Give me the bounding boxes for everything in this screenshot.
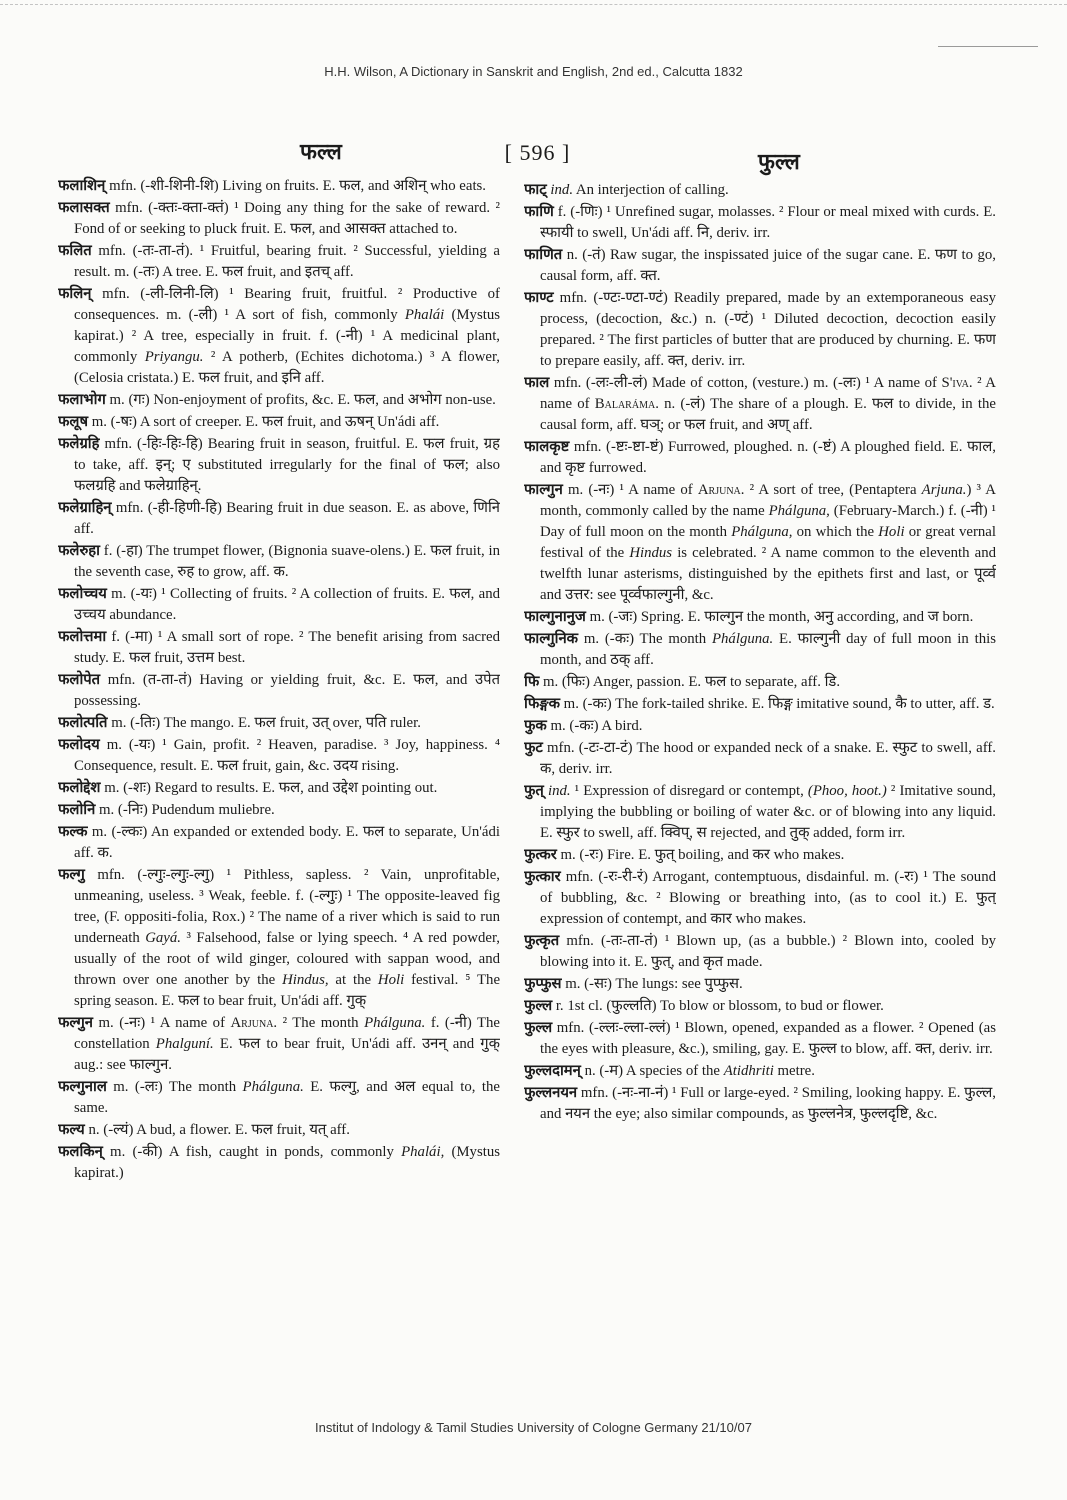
digitization-footer: Institut of Indology & Tamil Studies University of Cologne Germany 21/10/07 bbox=[315, 1420, 752, 1435]
headword: फाल्गुनिक bbox=[524, 631, 579, 647]
headword: फाण्ट bbox=[524, 290, 554, 306]
entry-text: (February-March.) f. (-नी) ¹ Day of full moon on the month bbox=[540, 503, 996, 540]
entry-text: ² A potherb, (Echites dichotoma.) ³ A flower, (Celosia cristata.) E. फल fruit, and इनि aff. bbox=[74, 349, 500, 386]
entry-text: m. (-नः) ¹ A name of bbox=[562, 482, 698, 498]
small-caps-name: Arjuna. bbox=[697, 482, 745, 498]
headword: फुत्कार bbox=[524, 869, 561, 885]
dictionary-entry bbox=[58, 627, 500, 669]
headword: फालकृष्ट bbox=[524, 439, 570, 455]
headword: फाल bbox=[524, 375, 550, 391]
entry-text: m. (-ल्कः) An expanded or extended body. E. फल to separate, Un'ádi aff. क. bbox=[74, 824, 500, 861]
entry-text: mfn. (-तः-ता-तं). ¹ Fruitful, bearing fruit. ² Successful, yielding a result. m. (-तः) A tree. E. फल fruit, and इतच् aff. bbox=[74, 243, 500, 280]
dictionary-entry bbox=[524, 672, 996, 693]
entry-text: mfn. (-रः-री-रं) Arrogant, contemptuous, disdainful. m. (-रः) ¹ The sound of bubbling, &c. ² Blowing or breathing into, (as to cool it.) E. फुत् expression of contempt, and कार who makes. bbox=[540, 869, 996, 927]
headword: फल्य bbox=[58, 1122, 85, 1138]
entry-text: mfn. (-हिः-हिः-हि) Bearing fruit in season, fruitful. E. फल fruit, ग्रह to take, aff. इन्; ए substituted irregularly for the final of फल; also फलग्रहि and फलेग्राहिन्. bbox=[74, 436, 500, 494]
small-caps-name: S'iva. bbox=[941, 375, 973, 391]
dictionary-entry bbox=[58, 800, 500, 821]
headword: फलोत्पति bbox=[58, 715, 108, 731]
entry-text: (Mystus kapirat.) bbox=[74, 1144, 500, 1181]
entry-text: festival. ⁵ The spring season. E. फल to bear fruit, Un'ádi aff. गुक् bbox=[74, 972, 500, 1009]
scan-top-edge bbox=[0, 4, 1067, 5]
entry-text: mfn. (-तः-ता-तं) ¹ Blown up, (as a bubble.) ² Blown into, cooled by blowing into it. E. फुत्, and कृत made. bbox=[540, 933, 996, 970]
entry-text: ² Imitative sound, implying the bubbling or boiling of water &c. or of blowing into any liquid. E. स्फुर to swell, aff. क्विप्, स rejected, and तुक् added, form irr. bbox=[540, 783, 996, 841]
entry-text: E. फल to bear fruit, Un'ádi aff. उनन् and गुक् aug.: see फाल्गुन. bbox=[74, 1036, 500, 1073]
entry-text: mfn. (त-ता-तं) Having or yielding fruit, &c. E. फल, and उपेत possessing. bbox=[74, 672, 500, 709]
italic-text: Holi bbox=[878, 524, 905, 540]
dictionary-entry bbox=[58, 1013, 500, 1076]
headword: फुल्लदामन् bbox=[524, 1063, 581, 1079]
entry-text: ¹ Expression of disregard or contempt, bbox=[570, 783, 808, 799]
italic-text: Atidhriti bbox=[723, 1063, 774, 1079]
italic-text: Phálguna. bbox=[364, 1015, 426, 1031]
entry-text: m. (-कः) A bird. bbox=[546, 718, 643, 734]
dictionary-entry bbox=[524, 373, 996, 436]
italic-text: Phálguna. bbox=[242, 1079, 304, 1095]
dictionary-entry bbox=[524, 437, 996, 479]
headword: फाणित bbox=[524, 247, 563, 263]
headword: फलित bbox=[58, 243, 92, 259]
right-column bbox=[524, 180, 996, 1410]
italic-text: Holi bbox=[377, 972, 405, 988]
entry-text: at the bbox=[328, 972, 378, 988]
entry-text: m. (-तिः) The mango. E. फल fruit, उत् over, पति ruler. bbox=[107, 715, 421, 731]
headword: फल्गुन bbox=[58, 1015, 94, 1031]
dictionary-entry bbox=[524, 716, 996, 737]
entry-text: metre. bbox=[773, 1063, 815, 1079]
dictionary-entry bbox=[58, 735, 500, 777]
entry-text: m. (फिः) Anger, passion. E. फल to separate, aff. डि. bbox=[539, 674, 841, 690]
headword: फिङ्गक bbox=[524, 696, 560, 712]
dictionary-entry bbox=[524, 1083, 996, 1125]
dictionary-entry bbox=[58, 778, 500, 799]
dictionary-entry bbox=[524, 629, 996, 671]
small-caps-name: Arjuna. bbox=[230, 1015, 278, 1031]
italic-text: ind. bbox=[550, 182, 574, 198]
headword: फल्गुनाल bbox=[58, 1079, 107, 1095]
entry-text: mfn. (-लः-ली-लं) Made of cotton, (vesture.) m. (-लः) ¹ A name of bbox=[549, 375, 942, 391]
entry-text: mfn. (-ली-लिनी-लि) ¹ Bearing fruit, fruitful. ² Productive of consequences. m. (-ली) ¹ A sort of fish, commonly bbox=[74, 286, 500, 323]
dictionary-entry bbox=[58, 176, 500, 197]
entry-text: ² A sort of tree, (Pentaptera bbox=[744, 482, 922, 498]
dictionary-entry bbox=[524, 694, 996, 715]
dictionary-entry bbox=[524, 845, 996, 866]
dictionary-entry bbox=[524, 1018, 996, 1060]
dictionary-entry bbox=[524, 607, 996, 628]
entry-text: mfn. (-ष्टः-ष्टा-ष्टं) Furrowed, ploughed. n. (-ष्टं) A ploughed field. E. फाल, and कृष्ट furrowed. bbox=[540, 439, 996, 476]
headword: फाट् bbox=[524, 182, 547, 198]
entry-text: m. (-लः) The month bbox=[106, 1079, 243, 1095]
page-number: [ 596 ] bbox=[504, 140, 571, 165]
dictionary-entry bbox=[524, 288, 996, 372]
entry-text: m. (-षः) A sort of creeper. E. फल fruit, and ऊषन् Un'ádi aff. bbox=[88, 414, 440, 430]
headword: फुक bbox=[524, 718, 547, 734]
italic-text: Hindus, bbox=[282, 972, 329, 988]
dictionary-entry bbox=[524, 480, 996, 606]
entry-text: m. (-कः) The fork-tailed shrike. E. फिङ्ग imitative sound, कै to utter, aff. ड. bbox=[559, 696, 995, 712]
entry-text: n. (-लं) The share of a plough. E. फल to divide, in the causal form, aff. घञ्; or फल fruit, and अण् aff. bbox=[540, 396, 996, 433]
headword: फलिन् bbox=[58, 286, 92, 302]
left-column bbox=[58, 176, 500, 1410]
headword: फि bbox=[524, 674, 540, 690]
entry-text: n. (-म) A species of the bbox=[580, 1063, 724, 1079]
entry-text: m. (-रः) Fire. E. फुत् boiling, and कर who makes. bbox=[556, 847, 845, 863]
dictionary-entry bbox=[58, 390, 500, 411]
dictionary-entry bbox=[58, 584, 500, 626]
entry-text: ³ Falsehood, false or lying speech. ⁴ A red powder, usually of the root of wild ginger, coloured with sappan wood, and thrown over one another by the bbox=[74, 930, 500, 988]
entry-text: mfn. (-नः-ना-नं) ¹ Full or large-eyed. ² Smiling, looking happy. E. फुल्ल, and नयन the eye; also similar compounds, as फुल्लनेत्र, फुल्लदृष्टि, &c. bbox=[540, 1085, 996, 1122]
headword: फल्क bbox=[58, 824, 88, 840]
italic-text: Phalái bbox=[404, 307, 445, 323]
dictionary-entry bbox=[58, 434, 500, 497]
entry-text: or great vernal festival of the bbox=[540, 524, 996, 561]
dictionary-entry bbox=[524, 202, 996, 244]
italic-text: Gayá. bbox=[145, 930, 181, 946]
entry-text: m. (-निः) Pudendum muliebre. bbox=[95, 802, 275, 818]
dictionary-entry bbox=[524, 180, 996, 201]
dictionary-entry bbox=[58, 822, 500, 864]
small-caps-name: Balaráma. bbox=[594, 396, 659, 412]
entry-text: mfn. (-ल्लः-ल्ला-ल्लं) ¹ Blown, opened, expanded as a flower. ² Opened (as the eyes with pleasure, &c.), smiling, gay. E. फुल्ल to blow, aff. क्त, deriv. irr. bbox=[540, 1020, 996, 1057]
dictionary-entry bbox=[58, 865, 500, 1012]
headword: फाल्गुन bbox=[524, 482, 563, 498]
entry-text: m. (-की) A fish, caught in ponds, commonly bbox=[102, 1144, 402, 1160]
headword: फुल्लनयन bbox=[524, 1085, 578, 1101]
headword: फुत्कर bbox=[524, 847, 557, 863]
headword: फुप्फुस bbox=[524, 976, 562, 992]
dictionary-entry bbox=[524, 1061, 996, 1082]
headword: फलोदय bbox=[58, 737, 100, 753]
dictionary-entry bbox=[58, 412, 500, 433]
entry-text: m. (-कः) The month bbox=[578, 631, 712, 647]
italic-text: Phalguní. bbox=[155, 1036, 214, 1052]
dictionary-entry bbox=[524, 867, 996, 930]
dictionary-entry bbox=[58, 1142, 500, 1184]
entry-text: m. (-जः) Spring. E. फाल्गुन the month, अनु according, and ज born. bbox=[585, 609, 974, 625]
scan-corner-mark bbox=[938, 46, 1038, 47]
entry-text: mfn. (-ण्टः-ण्टा-ण्टं) Readily prepared, made by an extemporaneous easy process, (decoction, &c.) n. (-ण्टं) ¹ Diluted decoction, decoction easily prepared. ² The first particles of butter that are produced by churning. E. फण to prepare easily, aff. क्त, deriv. irr. bbox=[540, 290, 996, 369]
entry-text: n. (-ल्यं) A bud, a flower. E. फल fruit, यत् aff. bbox=[84, 1122, 350, 1138]
entry-text: mfn. (-ल्गुः-ल्गुः-ल्गु) ¹ Pithless, sapless. ² Vain, unprofitable, unmeaning, useless. ³ Weak, feeble. f. (-ल्गुः) ¹ The opposite-leaved fig tree, (F. oppositi-folia, Rox.) ² The name of a river which is said to run underneath bbox=[74, 867, 500, 946]
headword: फुट bbox=[524, 740, 543, 756]
entry-text: f. (-मा) ¹ A small sort of rope. ² The benefit arising from sacred study. E. फल fruit, उत्तम best. bbox=[74, 629, 500, 666]
dictionary-entry bbox=[58, 1077, 500, 1119]
entry-text: ² The month bbox=[277, 1015, 365, 1031]
entry-text: E. फाल्गुनी day of full moon in this month, and ठक् aff. bbox=[540, 631, 996, 668]
headword: फलासक्त bbox=[58, 200, 110, 216]
italic-text: (Phoo, hoot.) bbox=[807, 783, 887, 799]
headword: फाल्गुनानुज bbox=[524, 609, 586, 625]
headword: फाणि bbox=[524, 204, 554, 220]
dictionary-entry bbox=[524, 996, 996, 1017]
entry-text: ² A name of bbox=[540, 375, 996, 412]
entry-text: r. 1st cl. (फुल्लति) To blow or blossom, to bud or flower. bbox=[552, 998, 884, 1014]
dictionary-entry bbox=[58, 241, 500, 283]
entry-text: mfn. (-शी-शिनी-शि) Living on fruits. E. फल, and अशिन् who eats. bbox=[105, 178, 487, 194]
entry-text: n. (-तं) Raw sugar, the inspissated juice of the sugar cane. E. फण to go, causal form, aff. क्त. bbox=[540, 247, 996, 284]
entry-text: f. (-हा) The trumpet flower, (Bignonia suave-olens.) E. फल fruit, in the seventh case, रुह to grow, aff. क. bbox=[74, 543, 500, 580]
dictionary-entry bbox=[524, 738, 996, 780]
italic-text: Phálguna, bbox=[768, 503, 830, 519]
headword: फलाशिन् bbox=[58, 178, 106, 194]
headword: फलोद्देश bbox=[58, 780, 101, 796]
headword: फलूष bbox=[58, 414, 88, 430]
headword: फलेग्राहिन् bbox=[58, 500, 112, 516]
entry-text: mfn. (-ही-हिणी-हि) Bearing fruit in due season. E. as above, णिनि aff. bbox=[74, 500, 500, 537]
entry-text: f. (-नी) The constellation bbox=[74, 1015, 500, 1052]
entry-text: m. (-सः) The lungs: see पुप्फुस. bbox=[561, 976, 743, 992]
dictionary-entry bbox=[58, 198, 500, 240]
dictionary-entry bbox=[58, 1120, 500, 1141]
entry-text: m. (-शः) Regard to results. E. फल, and उद्देश pointing out. bbox=[100, 780, 438, 796]
dictionary-entry bbox=[524, 974, 996, 995]
entry-text: f. (-णिः) ¹ Unrefined sugar, molasses. ² Flour or meal mixed with curds. E. स्फायी to swell, Un'ádi aff. नि, deriv. irr. bbox=[540, 204, 996, 241]
headword: फलकिन् bbox=[58, 1144, 103, 1160]
headword: फलाभोग bbox=[58, 392, 106, 408]
entry-text: ) ³ A month, commonly called by the name bbox=[540, 482, 996, 519]
dictionary-entry bbox=[58, 498, 500, 540]
dictionary-entry bbox=[58, 713, 500, 734]
dictionary-entry bbox=[524, 931, 996, 973]
source-citation-header: H.H. Wilson, A Dictionary in Sanskrit and English, 2nd ed., Calcutta 1832 bbox=[324, 64, 743, 79]
entry-text: E. फल्गु, and अल equal to, the same. bbox=[74, 1079, 500, 1116]
running-head-left: फल्ल bbox=[300, 139, 342, 164]
entry-text: m. (गः) Non-enjoyment of profits, &c. E. फल, and अभोग non-use. bbox=[105, 392, 496, 408]
entry-text: m. (-यः) ¹ Collecting of fruits. ² A collection of fruits. E. फल, and उच्चय abundance. bbox=[74, 586, 500, 623]
entry-text: m. (-यः) ¹ Gain, profit. ² Heaven, paradise. ³ Joy, happiness. ⁴ Consequence, result. E. फल fruit, gain, &c. उदय rising. bbox=[74, 737, 500, 774]
italic-text: Priyangu. bbox=[144, 349, 204, 365]
headword: फलोनि bbox=[58, 802, 96, 818]
dictionary-entry bbox=[58, 284, 500, 389]
entry-text: m. (-नः) ¹ A name of bbox=[93, 1015, 231, 1031]
headword: फलोत्तमा bbox=[58, 629, 107, 645]
headword: फल्गु bbox=[58, 867, 85, 883]
entry-text: (Mystus kapirat.) ² A tree, especially in fruit. f. (-नी) ¹ A medicinal plant, commonly bbox=[74, 307, 500, 365]
italic-text: Phalái, bbox=[401, 1144, 445, 1160]
headword: फलेरुहा bbox=[58, 543, 100, 559]
headword: फलोपेत bbox=[58, 672, 101, 688]
entry-text: is celebrated. ² A name common to the eleventh and twelfth lunar asterisms, distinguished by the epithets first and last, or पूर्व्व and उत्तर: see पूर्व्वफाल्गुनी, &c. bbox=[540, 545, 996, 603]
dictionary-entry bbox=[524, 781, 996, 844]
running-head-right: फुल्ल bbox=[758, 149, 800, 174]
italic-text: Phálguna. bbox=[712, 631, 774, 647]
dictionary-entry bbox=[58, 670, 500, 712]
entry-text: on which the bbox=[792, 524, 879, 540]
italic-text: Phálguna, bbox=[731, 524, 793, 540]
entry-text: mfn. (-क्तः-क्ता-क्तं) ¹ Doing any thing for the sake of reward. ² Fond of or seeking to pluck fruit. E. फल, and आसक्त attached to. bbox=[74, 200, 500, 237]
dictionary-entry bbox=[524, 245, 996, 287]
headword: फलोच्चय bbox=[58, 586, 107, 602]
dictionary-entry bbox=[58, 541, 500, 583]
headword: फुल्ल bbox=[524, 998, 553, 1014]
italic-text: Arjuna. bbox=[921, 482, 967, 498]
entry-text: mfn. (-टः-टा-टं) The hood or expanded neck of a snake. E. स्फुट to swell, aff. क, deriv. irr. bbox=[540, 740, 996, 777]
italic-text: ind. bbox=[547, 783, 571, 799]
italic-text: Hindus bbox=[629, 545, 673, 561]
headword: फलेग्रहि bbox=[58, 436, 100, 452]
headword: फुल्ल bbox=[524, 1020, 553, 1036]
entry-text: An interjection of calling. bbox=[573, 182, 729, 198]
headword: फुत्कृत bbox=[524, 933, 560, 949]
headword: फुत् bbox=[524, 783, 544, 799]
